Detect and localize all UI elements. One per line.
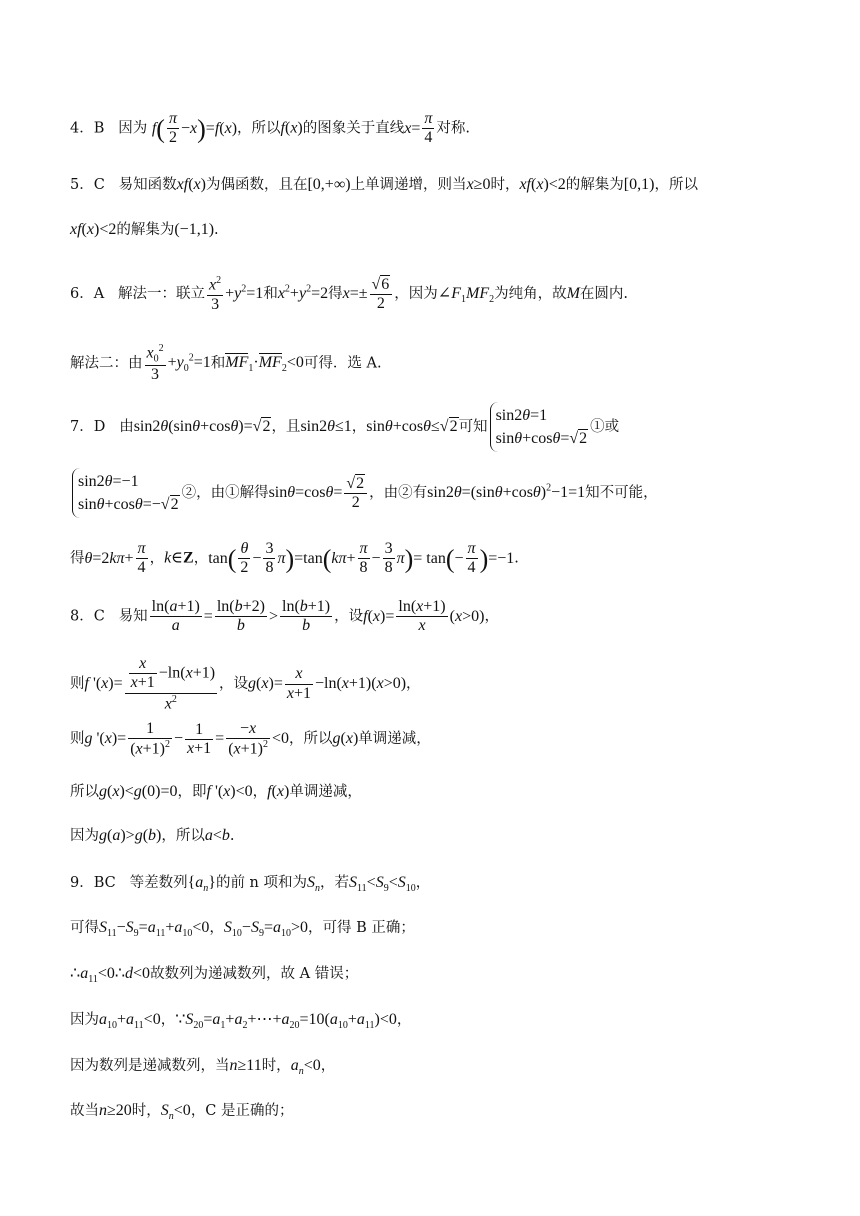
solution-9-line4: 因为$a_{10}+a_{11}<0$，$\because S_{20}=a_1+a_2+\cdots+a_{20}=10(a_{10}+a_{11})<0$， bbox=[70, 1011, 412, 1032]
solution-8-derivative: 则f '(x)= $\frac{x}{x+1}$ −ln(x+1) $x^2$ ，设g(x)= $\frac{x}{x+1}$ −ln(x+1)(x>0)， bbox=[70, 655, 421, 713]
solution-9-line5: 因为数列是递减数列，当n≥11时，$a_n<0$， bbox=[70, 1057, 336, 1078]
solution-8: 8．C 易知 $\frac{\ln(a+1)}{a}$ = $\frac{\ln(b+2)}{b}$ > $\frac{\ln(b+1)}{b}$ ，设f(x)= $\frac{\ln(x+1)}{x}$ (x>0)， bbox=[70, 598, 499, 635]
solution-5-cont: xf(x)<2的解集为(−1,1). bbox=[70, 221, 219, 238]
solution-4: 4．B 因为 f( $\frac{\pi}{2}$ −x)=f(x)，所以f(x)的图象关于直线x= $\frac{\pi}{4}$ 对称. bbox=[70, 110, 471, 147]
solution-7-result: 得θ=2kπ+ $\frac{\pi}{4}$ ，k∈Z，tan( $\frac{\theta}{2}$ − $\frac{3}{8}$ π)=tan(kπ+ $\frac{\pi}{8}$ − $\frac{3}{8}$ π)= tan(− $\frac{\pi}{4}$ )=−1. bbox=[70, 540, 519, 577]
solution-5: 5．C 易知函数xf(x)为偶函数，且在[0,+∞)上单调递增，则当x≥0时，xf(x)<2的解集为[0,1)，所以 bbox=[70, 176, 698, 193]
solution-8-line5: 因为g(a)>g(b)，所以a<b. bbox=[70, 827, 235, 844]
solution-9-line3: $\therefore a_{11}<0\therefore d<0$故数列为递减数列，故 A 错误； bbox=[70, 965, 359, 986]
solution-8-g-derivative: 则g '(x)= $\frac{1}{(x+1)^2}$ − $\frac{1}{x+1}$ = $\frac{-x}{(x+1)^2}$ <0，所以g(x)单调递减， bbox=[70, 720, 431, 758]
solution-9: 9．BC 等差数列$\{a_n\}$的前 n 项和为$S_n$，若$S_{11}<S_9<S_{10}$， bbox=[70, 874, 431, 895]
formula: f( $\frac{\pi}{2}$ −x)=f(x) bbox=[151, 110, 238, 147]
solution-7: 7．D 由sin2θ(sinθ+cosθ)=√2，且sin2θ≤1，sinθ+cosθ≤√2可知 sin2θ=1 sinθ+cosθ=√2 ①或 bbox=[70, 402, 619, 452]
solution-9-line2: 可得$S_{11}-S_9=a_{11}+a_{10}<0$，$S_{10}-S_9=a_{10}>0$，可得 B 正确； bbox=[70, 919, 415, 940]
solution-9-line6: 故当n≥20时，$S_n<0$，C 是正确的； bbox=[70, 1102, 294, 1123]
solution-7-cont: sin2θ=−1 sinθ+cosθ=−√2 ②，由①解得sinθ=cosθ= $\frac{√2}{2}$ ，由②有$\sin 2\theta=(\sin\theta+\cos\theta)^2-1=1$知不可能， bbox=[70, 468, 658, 518]
solution-6-method2: 解法二：由 $\frac{x_0^2}{3}$ $+y_0^2=1$和$MF_1\cdot MF_2<0$可得．选 A. bbox=[70, 343, 382, 384]
solution-8-line4: 所以g(x)<g(0)=0，即f '(x)<0，f(x)单调递减， bbox=[70, 783, 362, 800]
solution-6: 6．A 解法一：联立 $\frac{x^2}{3}$ $+y^2=1$和$x^2+y^2=2$得x=± $\frac{√6}{2}$ ，因为$\angle F_1MF_2$为纯角，故M在圆内. bbox=[70, 275, 629, 313]
answer-label: 4．B bbox=[70, 120, 105, 137]
